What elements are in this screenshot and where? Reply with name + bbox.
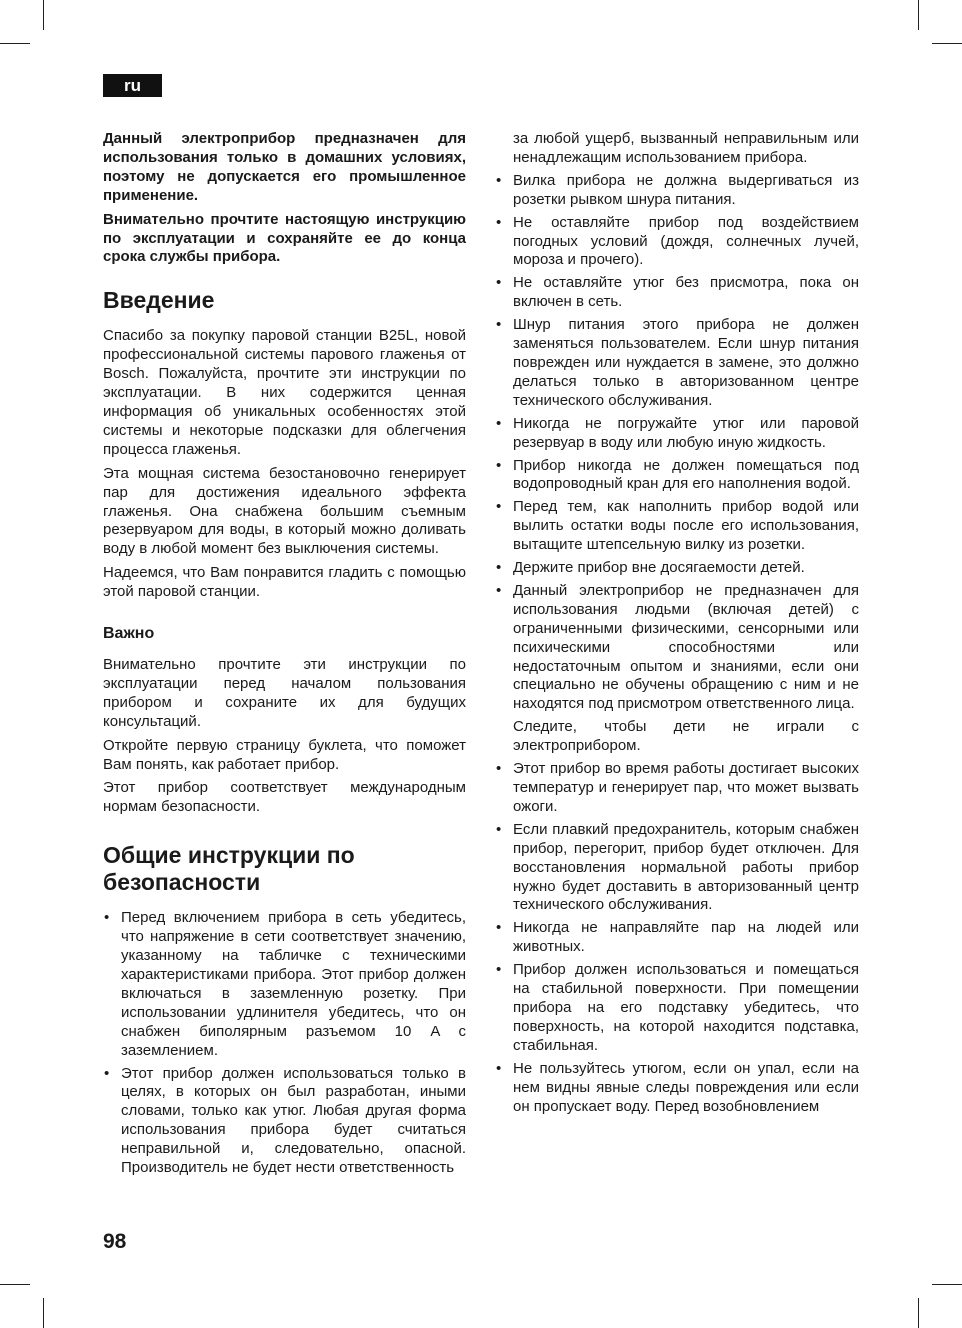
paragraph: Эта мощная система безостановочно генерирует пар для достижения идеального эффекта глаженья. Она снабжена большим съемным резервуаром для воды, в который можно доливать воду в любой момент без выключения системы. xyxy=(103,464,466,558)
list-item: • Прибор должен использоваться и помещаться на стабильной поверхности. При помещении прибора на его подставку убедитесь, что поверхность, на которой находится подставка, стабильная. xyxy=(495,961,859,1056)
crop-mark xyxy=(918,0,919,30)
paragraph: Внимательно прочтите эти инструкции по эксплуатации перед началом пользования прибором и сохраните их для будущих консультаций. xyxy=(103,656,466,730)
heading-safety: Общие инструкции по безопасности xyxy=(103,842,355,896)
right-column xyxy=(495,130,859,1120)
heading-important: Важно xyxy=(103,625,155,643)
list-item: • Шнур питания этого прибора не должен заменяться пользователем. Если шнур питания поврежден или нуждается в замене, это должно делаться только в авторизованном центре технического обслуживания. xyxy=(495,316,859,411)
intro-bold-paragraph: Внимательно прочтите настоящую инструкцию по эксплуатации и сохраняйте ее до конца срока службы прибора. xyxy=(103,210,466,266)
crop-mark xyxy=(0,43,30,44)
children-note: Следите, чтобы дети не играли с электроприбором. xyxy=(513,718,859,755)
list-item: • Не оставляйте утюг без присмотра, пока он включен в сеть. xyxy=(495,274,859,312)
list-item: • Перед тем, как наполнить прибор водой или вылить остатки воды после его использования, вытащите штепсельную вилку из розетки. xyxy=(495,498,859,555)
continued-text: за любой ущерб, вызванный неправильным или ненадлежащим использованием прибора. xyxy=(513,130,859,166)
crop-mark xyxy=(43,1298,44,1328)
list-item: • Перед включением прибора в сеть убедитесь, что напряжение в сети соответствует значению, указанному на табличке с техническими характеристиками прибора. Этот прибор должен включаться в заземленную розетку. При использовании удлинителя убедитесь, что он снабжен биполярным разъемом 10 A с заземлением. xyxy=(103,909,466,1060)
list-item: • Если плавкий предохранитель, которым снабжен прибор, перегорит, прибор будет отключен. Для восстановления нормальной работы прибор нужно будет доставить в авторизованный центр технического обслуживания. xyxy=(495,821,859,916)
crop-mark xyxy=(918,1298,919,1328)
language-tab: ru xyxy=(103,74,162,97)
list-item: • Никогда не погружайте утюг или паровой резервуар в воду или любую иную жидкость. xyxy=(495,415,859,453)
safety-list xyxy=(103,909,466,1178)
list-item: • Этот прибор должен использоваться только в целях, в которых он был разработан, иными словами, только как утюг. Любая другая форма использования прибора будет считаться неправильной и, следовательно, опасной. Производитель не будет нести ответственность xyxy=(103,1065,466,1178)
paragraph: Откройте первую страницу буклета, что поможет Вам понять, как работает прибор. xyxy=(103,736,466,773)
list-item: • Держите прибор вне досягаемости детей. xyxy=(495,559,859,578)
list-item: • Не оставляйте прибор под воздействием погодных условий (дождя, солнечных лучей, мороза и прочего). xyxy=(495,214,859,271)
list-item: • Прибор никогда не должен помещаться под водопроводный кран для его наполнения водой. xyxy=(495,457,859,495)
paragraph: Этот прибор соответствует международным нормам безопасности. xyxy=(103,779,466,816)
crop-mark xyxy=(932,43,962,44)
list-item: • Данный электроприбор не предназначен для использования людьми (включая детей) с ограниченными физическими, сенсорными или психическими способностями или недостаточным опытом и знаниями, если они специально не обучены обращению с ним и не находятся под присмотром ответственного лица. xyxy=(495,582,859,714)
list-item: • Вилка прибора не должна выдергиваться из розетки рывком шнура питания. xyxy=(495,172,859,210)
list-item: • Этот прибор во время работы достигает высоких температур и генерирует пар, что может вызвать ожоги. xyxy=(495,760,859,817)
crop-mark xyxy=(0,1284,30,1285)
page-number: 98 xyxy=(103,1230,127,1253)
paragraph: Спасибо за покупку паровой станции B25L, новой профессиональной системы парового глаженья от Bosch. Пожалуйста, прочтите эти инструкции по эксплуатации. В них содержится ценная информация об уникальных особенностях этой системы и некоторые подсказки для облегчения процесса глаженья. xyxy=(103,327,466,458)
heading-introduction: Введение xyxy=(103,287,215,314)
list-item: • Никогда не направляйте пар на людей или животных. xyxy=(495,919,859,957)
crop-mark xyxy=(43,0,44,30)
safety-list xyxy=(495,172,859,714)
paragraph: Надеемся, что Вам понравится гладить с помощью этой паровой станции. xyxy=(103,564,466,601)
left-column xyxy=(103,130,466,1182)
crop-mark xyxy=(932,1284,962,1285)
list-item: • Не пользуйтесь утюгом, если он упал, если на нем видны явные следы повреждения или если он пропускает воду. Перед возобновлением xyxy=(495,1060,859,1117)
intro-bold-paragraph: Данный электроприбор предназначен для использования только в домашних условиях, поэтому не допускается его промышленное применение. xyxy=(103,130,466,204)
safety-list-continued xyxy=(495,760,859,1116)
